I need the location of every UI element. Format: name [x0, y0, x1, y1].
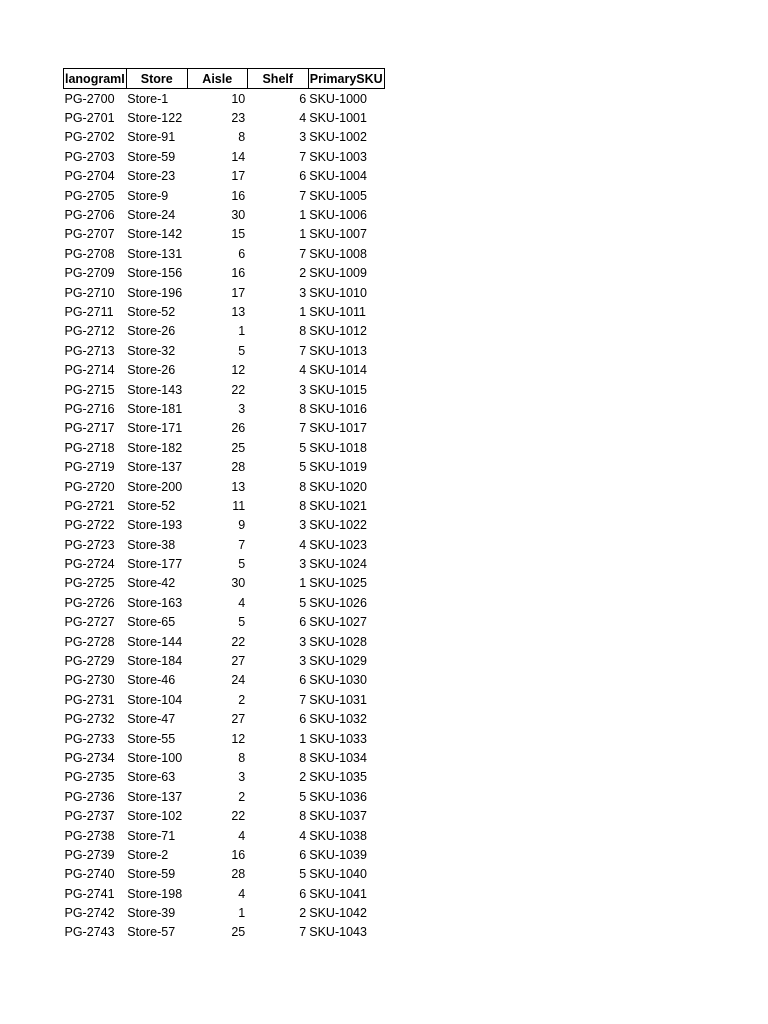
cell-planogram-id: PG-2727: [64, 615, 115, 630]
cell-primary-sku: SKU-1012: [309, 324, 367, 339]
cell-shelf: 4: [299, 828, 307, 843]
cell-store: Store-71: [127, 828, 176, 843]
cell-planogram-id: PG-2740: [64, 867, 115, 882]
cell-shelf: 8: [299, 479, 307, 494]
cell-primary-sku: SKU-1020: [309, 479, 367, 494]
cell-store: Store-32: [127, 343, 176, 358]
cell-planogram-id: PG-2720: [64, 479, 115, 494]
cell-store: Store-182: [127, 440, 183, 455]
cell-planogram-id: PG-2716: [64, 401, 115, 416]
cell-store: Store-59: [127, 149, 176, 164]
cell-store: Store-131: [127, 246, 183, 261]
cell-shelf: 5: [299, 440, 307, 455]
cell-store: Store-177: [127, 557, 183, 572]
cell-planogram-id: PG-2734: [64, 750, 115, 765]
table-row: [64, 768, 385, 787]
cell-primary-sku: SKU-1030: [309, 673, 367, 688]
cell-aisle: 16: [231, 266, 246, 281]
cell-shelf: 6: [299, 886, 307, 901]
header-planogram-id: lanogramI: [64, 69, 127, 89]
cell-planogram-id: PG-2707: [64, 227, 115, 242]
cell-aisle: 1: [238, 906, 246, 921]
table-row: [64, 826, 385, 845]
cell-store: Store-184: [127, 654, 183, 669]
cell-planogram-id: PG-2730: [64, 673, 115, 688]
cell-primary-sku: SKU-1026: [309, 595, 367, 610]
cell-aisle: 22: [231, 634, 246, 649]
cell-aisle: 17: [231, 169, 246, 184]
table-row: [64, 574, 385, 593]
cell-primary-sku: SKU-1008: [309, 246, 367, 261]
cell-aisle: 8: [238, 750, 246, 765]
cell-shelf: 8: [299, 498, 307, 513]
table-row: [64, 535, 385, 554]
cell-aisle: 4: [238, 828, 246, 843]
table-row: [64, 147, 385, 166]
cell-planogram-id: PG-2731: [64, 692, 115, 707]
table-row: [64, 806, 385, 825]
cell-store: Store-26: [127, 363, 176, 378]
cell-aisle: 10: [231, 91, 246, 106]
cell-planogram-id: PG-2705: [64, 188, 115, 203]
table-row: [64, 89, 385, 109]
planogram-table: [63, 68, 385, 942]
cell-store: Store-196: [127, 285, 183, 300]
table-row: [64, 302, 385, 321]
cell-shelf: 1: [299, 304, 307, 319]
cell-primary-sku: SKU-1018: [309, 440, 367, 455]
table-row: [64, 360, 385, 379]
cell-shelf: 3: [299, 518, 307, 533]
cell-primary-sku: SKU-1032: [309, 712, 367, 727]
cell-store: Store-39: [127, 906, 176, 921]
cell-planogram-id: PG-2700: [64, 91, 115, 106]
cell-store: Store-63: [127, 770, 176, 785]
cell-aisle: 17: [231, 285, 246, 300]
cell-primary-sku: SKU-1021: [309, 498, 367, 513]
cell-planogram-id: PG-2737: [64, 809, 115, 824]
cell-planogram-id: PG-2742: [64, 906, 115, 921]
cell-aisle: 25: [231, 440, 246, 455]
cell-primary-sku: SKU-1038: [309, 828, 367, 843]
cell-shelf: 3: [299, 557, 307, 572]
cell-planogram-id: PG-2714: [64, 363, 115, 378]
cell-store: Store-100: [127, 750, 183, 765]
cell-planogram-id: PG-2732: [64, 712, 115, 727]
cell-store: Store-122: [127, 111, 183, 126]
cell-shelf: 5: [299, 595, 307, 610]
cell-primary-sku: SKU-1005: [309, 188, 367, 203]
cell-primary-sku: SKU-1009: [309, 266, 367, 281]
cell-shelf: 2: [299, 770, 307, 785]
cell-primary-sku: SKU-1034: [309, 750, 367, 765]
cell-store: Store-52: [127, 304, 176, 319]
cell-shelf: 5: [299, 460, 307, 475]
cell-shelf: 6: [299, 615, 307, 630]
cell-shelf: 3: [299, 654, 307, 669]
table-row: [64, 729, 385, 748]
cell-primary-sku: SKU-1007: [309, 227, 367, 242]
header-primary-sku: PrimarySKU: [308, 69, 384, 89]
table-row: [64, 671, 385, 690]
cell-aisle: 25: [231, 925, 246, 940]
cell-shelf: 2: [299, 906, 307, 921]
cell-aisle: 8: [238, 130, 246, 145]
header-store: Store: [126, 69, 187, 89]
cell-planogram-id: PG-2710: [64, 285, 115, 300]
table-row: [64, 496, 385, 515]
cell-shelf: 8: [299, 809, 307, 824]
cell-shelf: 6: [299, 673, 307, 688]
header-row: [64, 69, 385, 89]
cell-planogram-id: PG-2712: [64, 324, 115, 339]
cell-planogram-id: PG-2711: [64, 304, 114, 319]
table-row: [64, 205, 385, 224]
cell-store: Store-193: [127, 518, 183, 533]
table-row: [64, 419, 385, 438]
cell-store: Store-2: [127, 847, 169, 862]
cell-store: Store-144: [127, 634, 183, 649]
cell-aisle: 22: [231, 809, 246, 824]
cell-primary-sku: SKU-1019: [309, 460, 367, 475]
table-row: [64, 477, 385, 496]
cell-primary-sku: SKU-1028: [309, 634, 367, 649]
cell-planogram-id: PG-2725: [64, 576, 115, 591]
cell-primary-sku: SKU-1004: [309, 169, 367, 184]
cell-store: Store-26: [127, 324, 176, 339]
cell-aisle: 2: [238, 692, 246, 707]
cell-aisle: 16: [231, 188, 246, 203]
table-row: [64, 651, 385, 670]
table-row: [64, 903, 385, 922]
cell-aisle: 3: [238, 770, 246, 785]
cell-shelf: 7: [299, 149, 307, 164]
cell-aisle: 12: [231, 731, 246, 746]
table-row: [64, 186, 385, 205]
cell-primary-sku: SKU-1010: [309, 285, 367, 300]
cell-aisle: 28: [231, 460, 246, 475]
cell-aisle: 12: [231, 363, 246, 378]
table-row: [64, 225, 385, 244]
cell-store: Store-23: [127, 169, 176, 184]
cell-aisle: 4: [238, 595, 246, 610]
table-row: [64, 380, 385, 399]
table-row: [64, 283, 385, 302]
cell-store: Store-143: [127, 382, 183, 397]
cell-store: Store-102: [127, 809, 183, 824]
cell-shelf: 8: [299, 750, 307, 765]
cell-primary-sku: SKU-1037: [309, 809, 367, 824]
cell-primary-sku: SKU-1017: [309, 421, 367, 436]
cell-primary-sku: SKU-1023: [309, 537, 367, 552]
cell-primary-sku: SKU-1006: [309, 208, 367, 223]
cell-primary-sku: SKU-1011: [309, 304, 366, 319]
cell-primary-sku: SKU-1016: [309, 401, 367, 416]
table-row: [64, 167, 385, 186]
cell-planogram-id: PG-2721: [64, 498, 115, 513]
cell-store: Store-198: [127, 886, 183, 901]
cell-store: Store-1: [127, 91, 169, 106]
cell-primary-sku: SKU-1042: [309, 906, 367, 921]
cell-store: Store-9: [127, 188, 169, 203]
cell-primary-sku: SKU-1001: [309, 111, 367, 126]
cell-primary-sku: SKU-1040: [309, 867, 367, 882]
table-row: [64, 865, 385, 884]
cell-store: Store-163: [127, 595, 183, 610]
cell-aisle: 7: [238, 537, 246, 552]
cell-primary-sku: SKU-1041: [309, 886, 367, 901]
table-row: [64, 710, 385, 729]
cell-planogram-id: PG-2701: [64, 111, 115, 126]
cell-shelf: 5: [299, 867, 307, 882]
cell-shelf: 1: [299, 576, 307, 591]
cell-shelf: 8: [299, 324, 307, 339]
cell-planogram-id: PG-2702: [64, 130, 115, 145]
cell-aisle: 6: [238, 246, 246, 261]
cell-store: Store-42: [127, 576, 176, 591]
cell-planogram-id: PG-2706: [64, 208, 115, 223]
cell-planogram-id: PG-2729: [64, 654, 115, 669]
cell-aisle: 2: [238, 789, 246, 804]
cell-shelf: 4: [299, 537, 307, 552]
cell-primary-sku: SKU-1014: [309, 363, 367, 378]
cell-aisle: 22: [231, 382, 246, 397]
cell-shelf: 6: [299, 91, 307, 106]
cell-aisle: 23: [231, 111, 246, 126]
table-row: [64, 438, 385, 457]
cell-planogram-id: PG-2703: [64, 149, 115, 164]
cell-primary-sku: SKU-1027: [309, 615, 367, 630]
table-row: [64, 613, 385, 632]
cell-store: Store-104: [127, 692, 183, 707]
table-row: [64, 322, 385, 341]
cell-planogram-id: PG-2736: [64, 789, 115, 804]
table-row: [64, 457, 385, 476]
cell-store: Store-59: [127, 867, 176, 882]
table-row: [64, 264, 385, 283]
cell-planogram-id: PG-2722: [64, 518, 115, 533]
cell-aisle: 27: [231, 654, 246, 669]
cell-aisle: 13: [231, 304, 246, 319]
cell-aisle: 24: [231, 673, 246, 688]
table-row: [64, 554, 385, 573]
cell-shelf: 6: [299, 712, 307, 727]
cell-aisle: 14: [231, 149, 246, 164]
cell-primary-sku: SKU-1013: [309, 343, 367, 358]
cell-aisle: 15: [231, 227, 246, 242]
table-body: [64, 89, 385, 943]
cell-shelf: 3: [299, 382, 307, 397]
cell-shelf: 3: [299, 285, 307, 300]
cell-aisle: 13: [231, 479, 246, 494]
cell-primary-sku: SKU-1024: [309, 557, 367, 572]
cell-planogram-id: PG-2715: [64, 382, 115, 397]
cell-planogram-id: PG-2739: [64, 847, 115, 862]
cell-shelf: 2: [299, 266, 307, 281]
cell-planogram-id: PG-2704: [64, 169, 115, 184]
header-aisle: Aisle: [187, 69, 247, 89]
cell-aisle: 9: [238, 518, 246, 533]
table-row: [64, 128, 385, 147]
cell-primary-sku: SKU-1043: [309, 925, 367, 940]
cell-store: Store-200: [127, 479, 183, 494]
cell-primary-sku: SKU-1002: [309, 130, 367, 145]
table-row: [64, 748, 385, 767]
cell-primary-sku: SKU-1022: [309, 518, 367, 533]
table-row: [64, 593, 385, 612]
cell-aisle: 30: [231, 576, 246, 591]
cell-store: Store-142: [127, 227, 183, 242]
cell-shelf: 6: [299, 847, 307, 862]
cell-primary-sku: SKU-1033: [309, 731, 367, 746]
cell-store: Store-52: [127, 498, 176, 513]
cell-planogram-id: PG-2709: [64, 266, 115, 281]
cell-store: Store-137: [127, 460, 183, 475]
cell-primary-sku: SKU-1036: [309, 789, 367, 804]
cell-aisle: 1: [238, 324, 246, 339]
cell-primary-sku: SKU-1029: [309, 654, 367, 669]
cell-planogram-id: PG-2726: [64, 595, 115, 610]
cell-planogram-id: PG-2738: [64, 828, 115, 843]
table-row: [64, 845, 385, 864]
cell-primary-sku: SKU-1015: [309, 382, 367, 397]
cell-aisle: 5: [238, 557, 246, 572]
cell-store: Store-91: [127, 130, 176, 145]
cell-shelf: 4: [299, 111, 307, 126]
cell-aisle: 5: [238, 343, 246, 358]
cell-aisle: 4: [238, 886, 246, 901]
cell-planogram-id: PG-2723: [64, 537, 115, 552]
header-shelf: Shelf: [247, 69, 308, 89]
cell-shelf: 3: [299, 634, 307, 649]
cell-planogram-id: PG-2708: [64, 246, 115, 261]
cell-aisle: 28: [231, 867, 246, 882]
cell-store: Store-57: [127, 925, 176, 940]
cell-primary-sku: SKU-1035: [309, 770, 367, 785]
cell-planogram-id: PG-2741: [64, 886, 115, 901]
cell-planogram-id: PG-2719: [64, 460, 115, 475]
cell-aisle: 30: [231, 208, 246, 223]
table-row: [64, 923, 385, 942]
cell-store: Store-65: [127, 615, 176, 630]
table-row: [64, 787, 385, 806]
cell-shelf: 7: [299, 246, 307, 261]
cell-store: Store-24: [127, 208, 176, 223]
cell-store: Store-46: [127, 673, 176, 688]
cell-planogram-id: PG-2724: [64, 557, 115, 572]
cell-shelf: 1: [299, 227, 307, 242]
cell-shelf: 7: [299, 925, 307, 940]
cell-store: Store-38: [127, 537, 176, 552]
cell-aisle: 16: [231, 847, 246, 862]
table-row: [64, 108, 385, 127]
cell-shelf: 6: [299, 169, 307, 184]
table-row: [64, 690, 385, 709]
cell-shelf: 1: [299, 731, 307, 746]
cell-store: Store-156: [127, 266, 183, 281]
table-row: [64, 516, 385, 535]
cell-planogram-id: PG-2733: [64, 731, 115, 746]
table-row: [64, 244, 385, 263]
cell-aisle: 27: [231, 712, 246, 727]
cell-primary-sku: SKU-1039: [309, 847, 367, 862]
cell-shelf: 5: [299, 789, 307, 804]
cell-shelf: 1: [299, 208, 307, 223]
table-row: [64, 632, 385, 651]
cell-store: Store-171: [127, 421, 183, 436]
cell-primary-sku: SKU-1031: [309, 692, 367, 707]
cell-shelf: 7: [299, 692, 307, 707]
cell-planogram-id: PG-2743: [64, 925, 115, 940]
cell-shelf: 7: [299, 188, 307, 203]
cell-planogram-id: PG-2735: [64, 770, 115, 785]
cell-store: Store-47: [127, 712, 176, 727]
cell-store: Store-181: [127, 401, 183, 416]
cell-planogram-id: PG-2728: [64, 634, 115, 649]
cell-aisle: 26: [231, 421, 246, 436]
table-row: [64, 341, 385, 360]
cell-primary-sku: SKU-1025: [309, 576, 367, 591]
cell-shelf: 4: [299, 363, 307, 378]
cell-planogram-id: PG-2713: [64, 343, 115, 358]
cell-shelf: 3: [299, 130, 307, 145]
cell-shelf: 7: [299, 343, 307, 358]
cell-aisle: 11: [232, 498, 246, 513]
cell-shelf: 7: [299, 421, 307, 436]
cell-store: Store-55: [127, 731, 176, 746]
table-row: [64, 884, 385, 903]
cell-primary-sku: SKU-1000: [309, 91, 367, 106]
cell-planogram-id: PG-2717: [64, 421, 115, 436]
cell-aisle: 5: [238, 615, 246, 630]
cell-primary-sku: SKU-1003: [309, 149, 367, 164]
table-row: [64, 399, 385, 418]
cell-aisle: 3: [238, 401, 246, 416]
cell-shelf: 8: [299, 401, 307, 416]
cell-store: Store-137: [127, 789, 183, 804]
cell-planogram-id: PG-2718: [64, 440, 115, 455]
